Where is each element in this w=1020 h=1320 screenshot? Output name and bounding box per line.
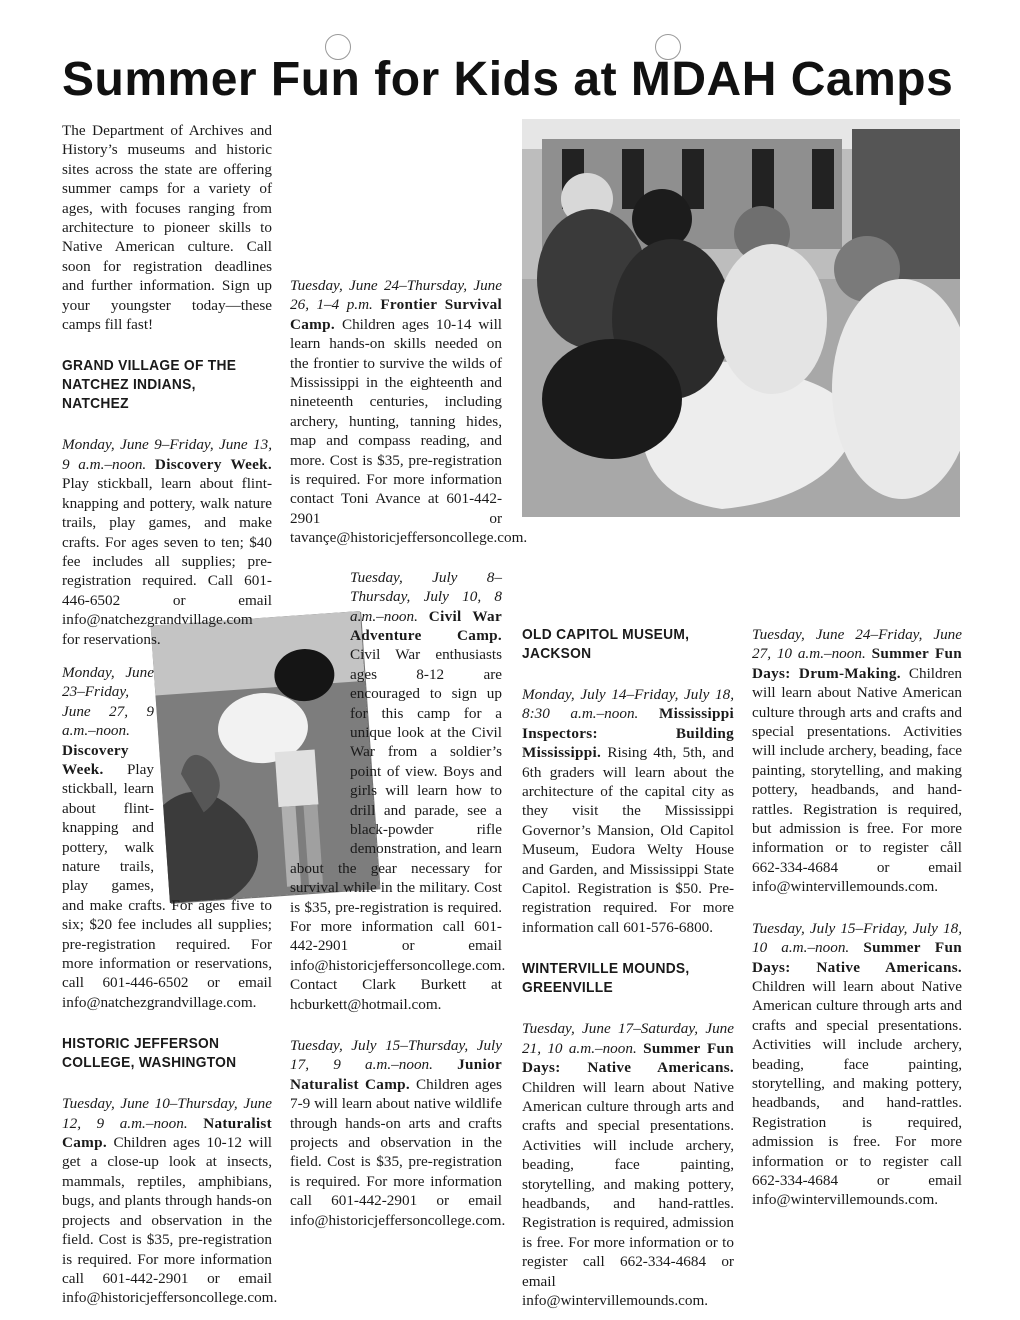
event-date: Tuesday, June 24–Thursday, June 26, 1–4 p.m. — [290, 277, 502, 314]
column-4 — [752, 625, 962, 1210]
text-wrap-spacer — [154, 663, 272, 895]
event-name: Mississippi Inspectors: Building Mississippi. — [522, 705, 735, 762]
event-name: Junior Naturalist Camp. — [290, 1056, 502, 1093]
event-date: Tuesday, June 10–Thursday, June 12, 9 a.m.–noon. — [62, 1095, 272, 1132]
text-wrap-spacer — [290, 568, 350, 858]
event-name: Discovery Week. — [154, 455, 273, 473]
jefferson-event-4 — [290, 1036, 506, 1230]
column-3 — [522, 625, 734, 1310]
event-description: Children will learn about Native American culture through arts and crafts and special presentations. Activities will include archery, beading, face painting, storytelling, and making pottery, headbands, and hand-rattles. Registration is required, admission is free. For more information or to register call 662-334-4684 or email info@wintervillemounds.com. — [752, 977, 962, 1209]
event-date: Tuesday, July 15–Thursday, July 17, 9 a.m.–noon. — [290, 1037, 502, 1074]
event-name: Summer Fun Days: Drum-Making. — [752, 645, 963, 682]
heading-winterville: WINTERVILLE MOUNDS, GREENVILLE — [522, 960, 690, 997]
event-description: Play stickball, learn about flint-knapping and pottery, walk nature trails, play games, and make crafts. For ages seven to ten; $40 fee includes all supplies; pre-registration required. Call 601-446-6502 or email info@natchezgrandvillage.com for reservations. — [62, 475, 272, 648]
event-name: Summer Fun Days: Native Americans. — [522, 1039, 735, 1077]
event-date: Monday, June 23–Friday, June 27, 9 a.m.–noon. — [62, 663, 154, 740]
intro-paragraph: The Department of Archives and History’s museums and historic sites across the state are offering summer camps for a variety of ages, with focuses ranging from architecture to pioneer skills to Native American culture. Call soon for registration deadlines and further information. Sign up your youngster today—these camps fill fast! — [62, 122, 272, 334]
winterville-event-1 — [522, 1019, 734, 1310]
event-description: Children ages 10-12 will get a close-up look at insects, mammals, reptiles, amphibians, bugs, and plants through hands-on projects and observation in the field. Cost is $35, pre-registration is required. For more information call 601-442-2901 or email info@historicjeffersoncollege.com. — [62, 1134, 278, 1307]
event-name: Discovery Week. — [62, 741, 129, 778]
heading-old-capitol: OLD CAPITOL MUSEUM, JACKSON — [522, 626, 690, 662]
winterville-event-3 — [752, 919, 962, 1210]
event-description: Rising 4th, 5th, and 6th graders will learn about the architecture of the capital city as they visit the Mississippi Governor’s Mansion, Old Capitol Museum, Eudora Welty House and Garden, and Mississippi State Capitol. Registration is $50. Pre-registration required. For more information call 601-576-6800. — [522, 744, 734, 936]
photo-children-map — [522, 119, 960, 517]
column-1 — [62, 121, 278, 1308]
event-description: Civil War enthusiasts ages 8-12 are encouraged to sign up for this camp for a unique look at the Civil War from a soldier’s point of view. Boys and girls will learn how to drill and parade, see a black-powder rifle demonstration, and learn about the gear necessary for survival while in the military. Cost is $35, pre-registration is required. For more information call 601-442-2901 or email info@historicjeffersoncollege.com. Contact Clark Burkett at hcburkett@hotmail.com. — [290, 646, 506, 1013]
column-2 — [290, 121, 528, 1230]
event-description: Children ages 7-9 will learn about native wildlife through hands-on arts and crafts projects and observation in the field. Cost is $35, pre-registration is required. For more information call 601-442-2901 or email info@historicjeffersoncollege.com. — [290, 1075, 506, 1229]
event-description: Children ages 10-14 will learn hands-on skills needed on the frontier to survive the wilds of Mississippi in the eighteenth and nineteenth centuries, including archery, hunting, tanning hides, map and compass reading, and more. Cost is $35, pre-registration is required. For more information contact Toni Avance at 601-442-2901 or tavançe@historicjeffersoncollege.com. — [290, 315, 528, 547]
old-capitol-event-1 — [522, 685, 734, 937]
event-description: Children will learn about Native American culture through arts and crafts and special presentations. Activities will include archery, beading, face painting, storytelling, and making pottery, headbands, and hand-rattles. Registration is required, admission is free. For more information or to register call 662-334-4684 or email info@wintervillemounds.com. — [522, 1078, 734, 1309]
event-name: Civil War Adventure Camp. — [350, 607, 502, 644]
event-date: Tuesday, June 17–Saturday, June 21, 10 a.m.–noon. — [522, 1020, 734, 1057]
photo-children-map-illustration — [522, 119, 960, 517]
event-date: Monday, June 9–Friday, June 13, 9 a.m.–noon. — [62, 436, 272, 473]
event-description: Play stickball, learn about flint-knapping and pottery, walk nature trails, play games, and make crafts. For ages five to six; $20 fee includes all supplies; pre-registration required. For more information or reservations, call 601-446-6502 or email info@natchezgrandvillage.com. — [62, 760, 272, 1011]
grand-village-event-1 — [62, 435, 272, 648]
event-name: Frontier Survival Camp. — [290, 296, 502, 333]
jefferson-event-2 — [290, 276, 528, 548]
winterville-event-2 — [752, 625, 962, 897]
event-date: Monday, July 14–Friday, July 18, 8:30 a.m.–noon. — [522, 686, 734, 723]
event-description: Children will learn about Native American culture through arts and crafts and special presentations. Activities will include archery, beading, face painting, storytelling, and making pottery, headbands, and hand-rattles. Registration is required, but admission is free. For more information or to register cåll 662-334-4684 or email info@wintervillemounds.com. — [752, 664, 962, 896]
event-date: Tuesday, July 15–Friday, July 18, 10 a.m.–noon. — [752, 919, 962, 957]
heading-jefferson: HISTORIC JEFFERSON COLLEGE, WASHINGTON — [62, 1035, 237, 1072]
page-title: Summer Fun for Kids at MDAH Camps — [62, 53, 954, 106]
jefferson-event-1 — [62, 1094, 278, 1307]
event-date: Tuesday, July 8–Thursday, July 10, 8 a.m.–noon. — [350, 568, 502, 625]
event-date: Tuesday, June 24–Friday, June 27, 10 a.m.–noon. — [752, 626, 962, 663]
event-name: Naturalist Camp. — [62, 1114, 272, 1152]
event-name: Summer Fun Days: Native Americans. — [752, 939, 963, 976]
heading-grand-village: GRAND VILLAGE OF THE NATCHEZ INDIANS, NATCHEZ — [62, 357, 237, 413]
